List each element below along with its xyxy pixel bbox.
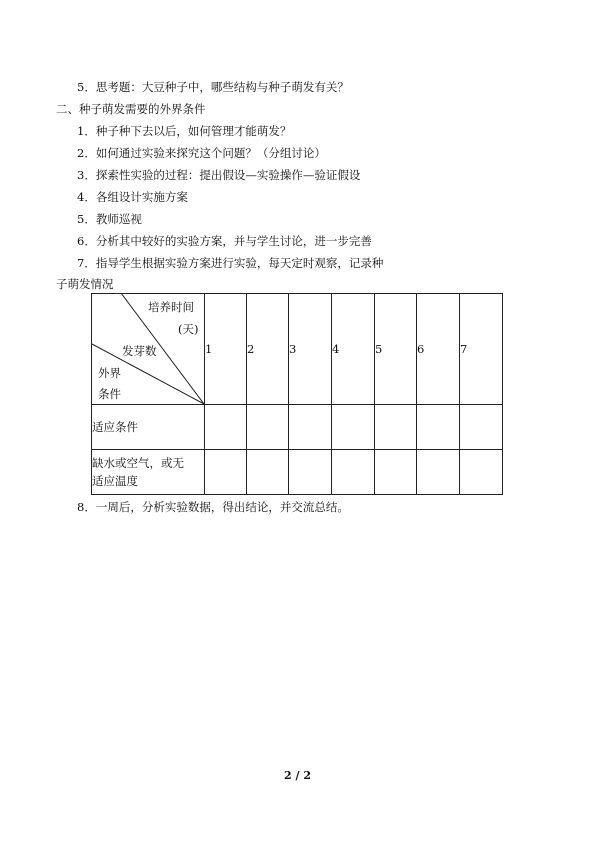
table-cell [205, 405, 247, 450]
table-cell [332, 450, 375, 495]
table-cell [375, 450, 417, 495]
step-7-line-2: 子萌发情况 [56, 277, 114, 291]
table-cell [205, 450, 247, 495]
header-condition-label-1: 外界 [98, 366, 121, 380]
row-label-lacking [92, 450, 205, 495]
day-header-7: 7 [460, 294, 503, 405]
header-germination-label: 发芽数 [122, 344, 157, 358]
section-heading-2: 二、种子萌发需要的外界条件 [56, 102, 206, 116]
table-cell [417, 450, 460, 495]
germination-record-table [91, 293, 503, 495]
day-header-1: 1 [205, 294, 247, 405]
step-5: 5．教师巡视 [77, 212, 142, 226]
table-cell [247, 405, 289, 450]
table-cell [375, 405, 417, 450]
day-header-3: 3 [289, 294, 332, 405]
step-1: 1．种子种下去以后，如何管理才能萌发？ [77, 124, 292, 138]
step-8: 8．一周后，分析实验数据，得出结论，并交流总结。 [77, 500, 349, 514]
table-cell [417, 405, 460, 450]
diagonal-header-cell [92, 294, 205, 405]
step-4: 4．各组设计实施方案 [77, 190, 188, 204]
table-cell [289, 450, 332, 495]
page-number: 2 / 2 [284, 769, 311, 782]
day-header-2: 2 [247, 294, 289, 405]
table-row [92, 405, 503, 450]
step-7-line-1: 7．指导学生根据实验方案进行实验，每天定时观察，记录种 [77, 256, 384, 270]
step-2: 2．如何通过实验来探究这个问题？（分组讨论） [77, 146, 326, 160]
day-header-6: 6 [417, 294, 460, 405]
header-time-unit: (天) [178, 322, 199, 336]
table-cell [460, 405, 503, 450]
table-header-row [92, 294, 503, 405]
day-header-5: 5 [375, 294, 417, 405]
row-label-suitable [92, 405, 205, 450]
row-label-text: 适应条件 [92, 420, 138, 434]
table-row [92, 450, 503, 495]
header-time-label: 培养时间 [148, 300, 194, 314]
row-label-text: 适应温度 [92, 474, 138, 488]
table-cell [332, 405, 375, 450]
step-6: 6．分析其中较好的实验方案，并与学生讨论，进一步完善 [77, 234, 372, 248]
table-cell [247, 450, 289, 495]
row-label-text: 缺水或空气，或无 [92, 456, 184, 470]
question-5: 5．思考题：大豆种子中，哪些结构与种子萌发有关？ [77, 80, 349, 94]
table-cell [460, 450, 503, 495]
table-cell [289, 405, 332, 450]
day-header-4: 4 [332, 294, 375, 405]
header-condition-label-2: 条件 [98, 387, 121, 401]
step-3: 3．探索性实验的过程：提出假设—实验操作—验证假设 [77, 168, 361, 182]
